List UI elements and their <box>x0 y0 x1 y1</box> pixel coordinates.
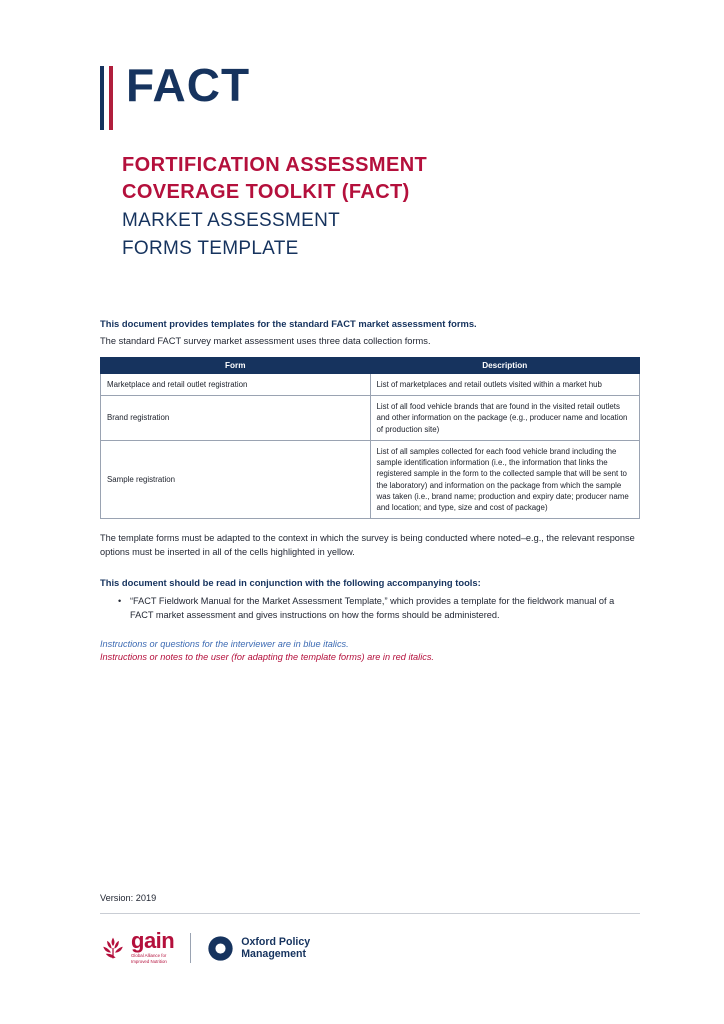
gain-text-block <box>131 928 175 965</box>
table-cell-description: List of marketplaces and retail outlets visited within a market hub <box>370 374 640 396</box>
list-item: • “FACT Fieldwork Manual for the Market Assessment Template,” which provides a template for the fieldwork manual of a FACT market assessment and gives instructions on how the forms should be administered. <box>122 595 640 623</box>
logo-separator <box>190 933 191 963</box>
table-cell-description: List of all samples collected for each food vehicle brand including the sample identification information (i.e., the information that links the registered sample in the form to the collected sample that will be sent to the laboratory) and information on the package from which the sample was taken (i.e., brand name; production and expiry date; producer name and location; and type, size and cost of package) <box>370 440 640 518</box>
subtitle-line-1: FORTIFICATION ASSESSMENT <box>122 154 428 176</box>
accompanying-tools-list <box>100 595 640 623</box>
footer-divider <box>100 913 640 914</box>
conjunction-heading: This document should be read in conjunction with the following accompanying tools: <box>100 576 481 588</box>
table-header-row <box>101 358 640 374</box>
opm-text-block <box>241 936 310 961</box>
table-header-description: Description <box>370 358 640 374</box>
table-header-form: Form <box>101 358 371 374</box>
table-row <box>101 396 640 441</box>
table-cell-form: Sample registration <box>101 440 371 518</box>
gain-wordmark: gain <box>131 928 175 954</box>
adaptation-note: The template forms must be adapted to the context in which the survey is being conducted where noted–e.g., the relevant response options must be inserted in all of the cells highlighted in yellow. <box>100 533 635 557</box>
opm-line-1: Oxford Policy <box>241 935 311 948</box>
vertical-bars-decoration <box>100 62 113 130</box>
note-red-italics: Instructions or notes to the user (for adapting the template forms) are in red italics. <box>100 652 434 663</box>
version-label: Version: 2019 <box>100 893 157 903</box>
note-blue-italics: Instructions or questions for the interviewer are in blue italics. <box>100 639 349 650</box>
table-cell-form: Brand registration <box>101 396 371 441</box>
gain-logo <box>100 928 175 965</box>
table-row <box>101 440 640 518</box>
footer-logos <box>100 928 310 968</box>
table-cell-form: Marketplace and retail outlet registration <box>101 374 371 396</box>
gain-wheat-icon <box>100 935 126 961</box>
table-cell-description: List of all food vehicle brands that are found in the visited retail outlets and other information on the package (e.g., producer name and location of production site) <box>370 396 640 441</box>
subtitle-line-2: COVERAGE TOOLKIT (FACT) <box>122 180 410 203</box>
subtitle-line-4: FORMS TEMPLATE <box>122 237 299 259</box>
opm-logo <box>207 935 310 962</box>
intro-bold-line: This document provides templates for the standard FACT market assessment forms. <box>100 318 477 329</box>
intro-plain-line: The standard FACT survey market assessment uses three data collection forms. <box>100 336 431 346</box>
subtitle-line-3: MARKET ASSESSMENT <box>122 209 341 231</box>
fact-acronym: FACT <box>126 59 251 111</box>
red-bar-icon <box>109 66 113 130</box>
opm-circle-icon <box>207 935 234 962</box>
document-body <box>100 318 640 662</box>
subtitle-block <box>122 152 660 262</box>
masthead <box>100 59 660 262</box>
gain-tagline-line1: Global Alliance for <box>131 952 167 958</box>
opm-line-2: Management <box>241 948 306 960</box>
gain-tagline-line2: Improved Nutrition <box>131 959 167 965</box>
fact-logo-block <box>100 59 660 130</box>
navy-bar-icon <box>100 66 104 130</box>
table-row <box>101 374 640 396</box>
forms-table <box>100 357 640 519</box>
